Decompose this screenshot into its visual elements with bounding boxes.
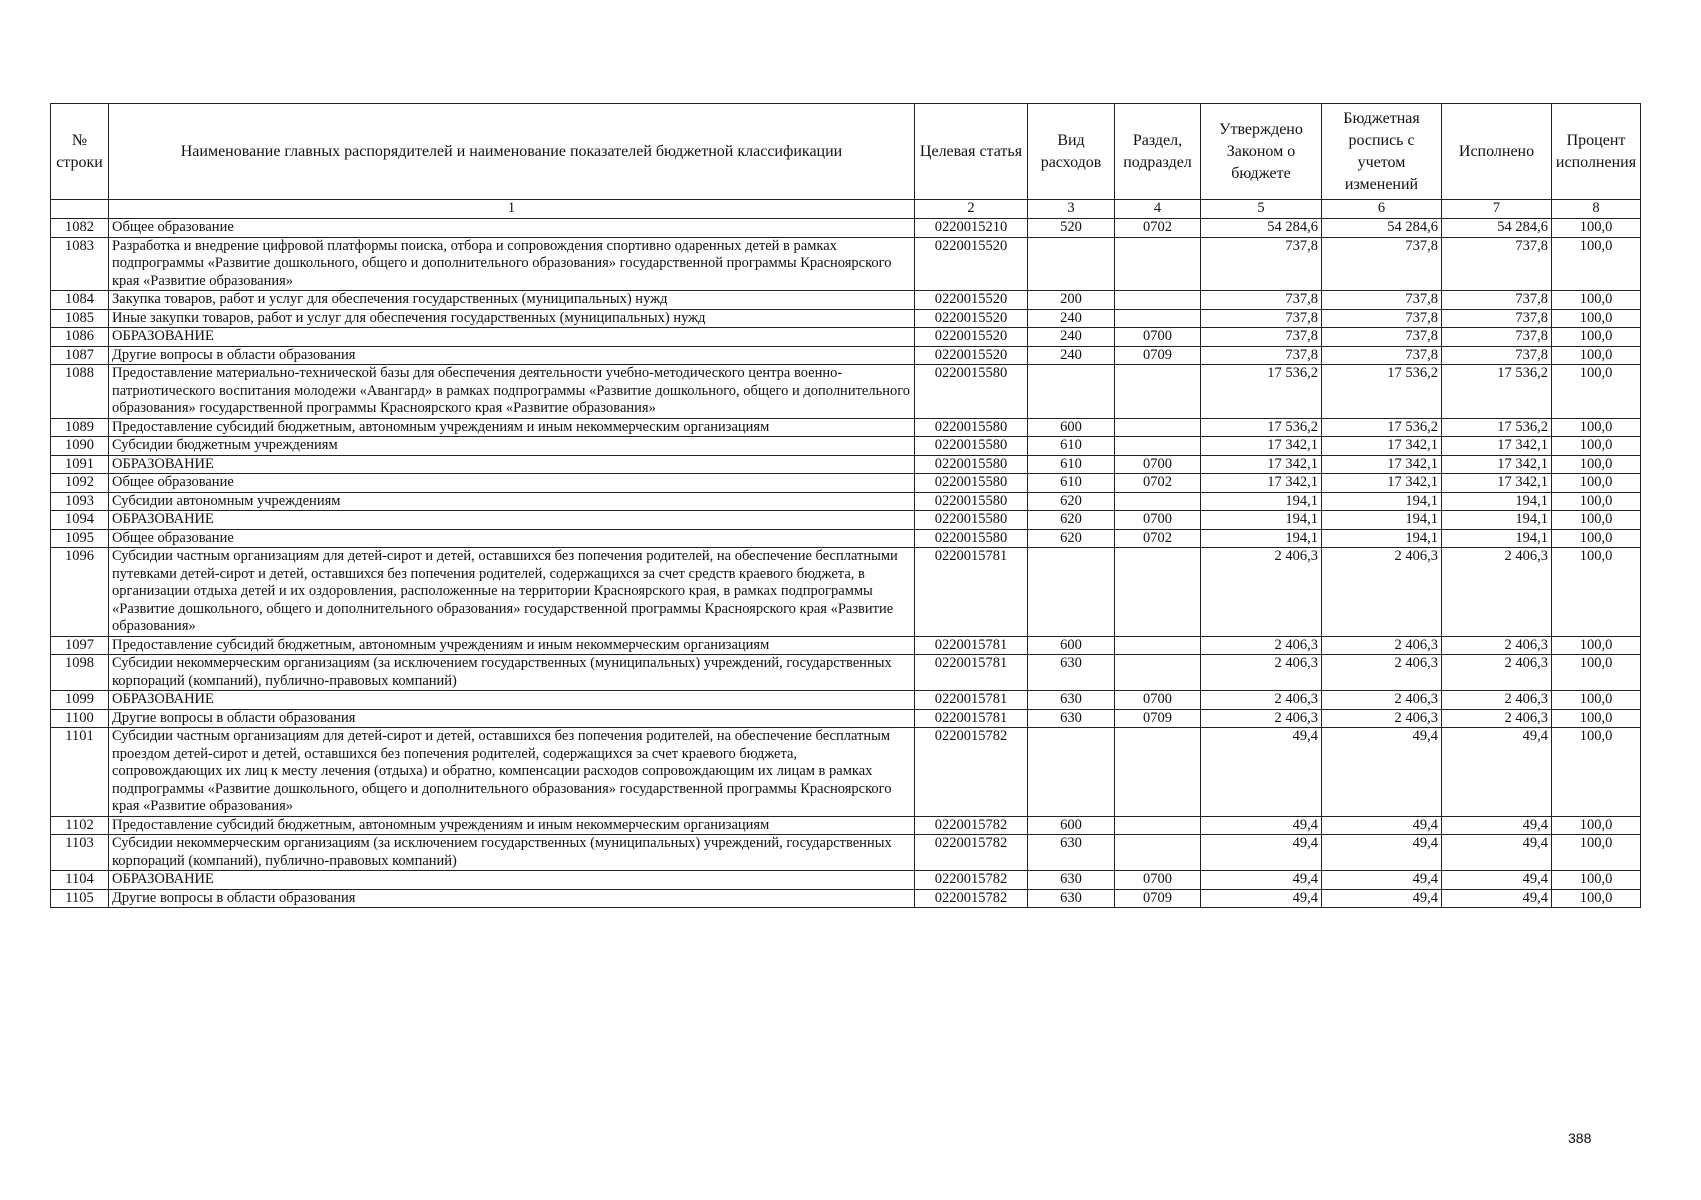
row-target-article: 0220015782 xyxy=(915,835,1028,871)
row-expense-kind: 630 xyxy=(1028,655,1115,691)
row-name: Предоставление субсидий бюджетным, автономным учреждениям и иным некоммерческим организациям xyxy=(109,816,915,835)
row-number: 1105 xyxy=(51,889,109,908)
row-percent: 100,0 xyxy=(1552,365,1641,419)
row-percent: 100,0 xyxy=(1552,309,1641,328)
row-target-article: 0220015580 xyxy=(915,474,1028,493)
row-number: 1093 xyxy=(51,492,109,511)
table-row xyxy=(51,835,1641,871)
row-budget-schedule: 2 406,3 xyxy=(1322,709,1442,728)
table-row xyxy=(51,346,1641,365)
row-section xyxy=(1115,418,1201,437)
header-approved: Утверждено Законом о бюджете xyxy=(1201,104,1322,200)
table-row xyxy=(51,291,1641,310)
table-row xyxy=(51,511,1641,530)
row-target-article: 0220015781 xyxy=(915,709,1028,728)
row-number: 1091 xyxy=(51,455,109,474)
row-percent: 100,0 xyxy=(1552,346,1641,365)
table-row xyxy=(51,636,1641,655)
row-section: 0700 xyxy=(1115,511,1201,530)
row-number: 1102 xyxy=(51,816,109,835)
column-number: 3 xyxy=(1028,200,1115,219)
row-percent: 100,0 xyxy=(1552,455,1641,474)
column-number-row xyxy=(51,200,1641,219)
row-executed: 2 406,3 xyxy=(1442,709,1552,728)
row-approved: 737,8 xyxy=(1201,237,1322,291)
row-approved: 194,1 xyxy=(1201,492,1322,511)
row-approved: 194,1 xyxy=(1201,511,1322,530)
column-number: 4 xyxy=(1115,200,1201,219)
table-row xyxy=(51,365,1641,419)
row-expense-kind: 630 xyxy=(1028,691,1115,710)
row-percent: 100,0 xyxy=(1552,219,1641,238)
table-row xyxy=(51,474,1641,493)
column-number: 2 xyxy=(915,200,1028,219)
row-section xyxy=(1115,291,1201,310)
header-executed: Исполнено xyxy=(1442,104,1552,200)
row-budget-schedule: 17 342,1 xyxy=(1322,474,1442,493)
row-executed: 2 406,3 xyxy=(1442,655,1552,691)
table-row xyxy=(51,492,1641,511)
row-section xyxy=(1115,816,1201,835)
row-expense-kind: 240 xyxy=(1028,346,1115,365)
row-target-article: 0220015580 xyxy=(915,437,1028,456)
row-section: 0709 xyxy=(1115,889,1201,908)
column-number: 7 xyxy=(1442,200,1552,219)
row-approved: 54 284,6 xyxy=(1201,219,1322,238)
row-budget-schedule: 17 536,2 xyxy=(1322,365,1442,419)
row-target-article: 0220015520 xyxy=(915,328,1028,347)
row-section xyxy=(1115,548,1201,637)
row-section: 0702 xyxy=(1115,474,1201,493)
row-budget-schedule: 2 406,3 xyxy=(1322,636,1442,655)
row-approved: 737,8 xyxy=(1201,309,1322,328)
row-approved: 49,4 xyxy=(1201,835,1322,871)
row-executed: 737,8 xyxy=(1442,309,1552,328)
row-section xyxy=(1115,636,1201,655)
row-number: 1083 xyxy=(51,237,109,291)
row-budget-schedule: 2 406,3 xyxy=(1322,655,1442,691)
row-expense-kind: 240 xyxy=(1028,328,1115,347)
row-target-article: 0220015782 xyxy=(915,889,1028,908)
row-approved: 49,4 xyxy=(1201,889,1322,908)
row-percent: 100,0 xyxy=(1552,511,1641,530)
row-percent: 100,0 xyxy=(1552,889,1641,908)
table-row xyxy=(51,437,1641,456)
table-row xyxy=(51,328,1641,347)
row-expense-kind: 630 xyxy=(1028,709,1115,728)
row-section xyxy=(1115,309,1201,328)
row-name: Другие вопросы в области образования xyxy=(109,709,915,728)
row-executed: 737,8 xyxy=(1442,346,1552,365)
row-section xyxy=(1115,655,1201,691)
row-approved: 194,1 xyxy=(1201,529,1322,548)
row-section xyxy=(1115,365,1201,419)
row-budget-schedule: 194,1 xyxy=(1322,492,1442,511)
row-percent: 100,0 xyxy=(1552,474,1641,493)
budget-execution-table xyxy=(50,103,1641,908)
header-target-article: Целевая статья xyxy=(915,104,1028,200)
row-expense-kind: 630 xyxy=(1028,889,1115,908)
row-executed: 17 536,2 xyxy=(1442,418,1552,437)
table-row xyxy=(51,529,1641,548)
row-budget-schedule: 17 536,2 xyxy=(1322,418,1442,437)
table-row xyxy=(51,655,1641,691)
row-percent: 100,0 xyxy=(1552,636,1641,655)
column-number: 5 xyxy=(1201,200,1322,219)
row-section xyxy=(1115,835,1201,871)
row-executed: 2 406,3 xyxy=(1442,548,1552,637)
row-target-article: 0220015781 xyxy=(915,655,1028,691)
row-name: Иные закупки товаров, работ и услуг для обеспечения государственных (муниципальных) нужд xyxy=(109,309,915,328)
row-approved: 2 406,3 xyxy=(1201,548,1322,637)
row-executed: 737,8 xyxy=(1442,291,1552,310)
page-number: 388 xyxy=(1568,1130,1592,1146)
table-header-row xyxy=(51,104,1641,200)
row-expense-kind: 620 xyxy=(1028,511,1115,530)
row-name: ОБРАЗОВАНИЕ xyxy=(109,871,915,890)
row-name: Другие вопросы в области образования xyxy=(109,889,915,908)
row-budget-schedule: 49,4 xyxy=(1322,835,1442,871)
row-executed: 49,4 xyxy=(1442,871,1552,890)
table-row xyxy=(51,455,1641,474)
row-budget-schedule: 737,8 xyxy=(1322,346,1442,365)
row-number: 1103 xyxy=(51,835,109,871)
row-expense-kind xyxy=(1028,365,1115,419)
row-number: 1092 xyxy=(51,474,109,493)
header-budget-schedule: Бюджетная роспись с учетом изменений xyxy=(1322,104,1442,200)
row-executed: 49,4 xyxy=(1442,816,1552,835)
row-percent: 100,0 xyxy=(1552,548,1641,637)
column-number: 1 xyxy=(109,200,915,219)
row-budget-schedule: 194,1 xyxy=(1322,511,1442,530)
row-section: 0702 xyxy=(1115,529,1201,548)
row-name: Субсидии частным организациям для детей-сирот и детей, оставшихся без попечения родителей, на обеспечение бесплатными путевками детей-сирот и детей, оставшихся без попечения родителей, содержащихся за счет средств краевого бюджета, в организации отдыха детей и их оздоровления, расположенные на территории Красноярского края, в рамках подпрограммы «Развитие дошкольного, общего и дополнительного образования» государственной программы Красноярского края «Развитие образования» xyxy=(109,548,915,637)
row-name: Субсидии бюджетным учреждениям xyxy=(109,437,915,456)
row-target-article: 0220015782 xyxy=(915,871,1028,890)
header-percent: Процент исполнения xyxy=(1552,104,1641,200)
row-approved: 17 342,1 xyxy=(1201,455,1322,474)
row-executed: 17 342,1 xyxy=(1442,437,1552,456)
row-expense-kind xyxy=(1028,728,1115,817)
row-budget-schedule: 49,4 xyxy=(1322,816,1442,835)
table-row xyxy=(51,309,1641,328)
row-expense-kind: 620 xyxy=(1028,529,1115,548)
table-row xyxy=(51,816,1641,835)
row-expense-kind: 200 xyxy=(1028,291,1115,310)
row-executed: 194,1 xyxy=(1442,529,1552,548)
row-section: 0709 xyxy=(1115,709,1201,728)
row-section: 0700 xyxy=(1115,871,1201,890)
row-budget-schedule: 17 342,1 xyxy=(1322,437,1442,456)
row-name: ОБРАЗОВАНИЕ xyxy=(109,511,915,530)
row-number: 1104 xyxy=(51,871,109,890)
row-number: 1089 xyxy=(51,418,109,437)
row-section xyxy=(1115,492,1201,511)
row-name: Субсидии некоммерческим организациям (за исключением государственных (муниципальных) учреждений, государственных корпораций (компаний), публично-правовых компаний) xyxy=(109,655,915,691)
row-executed: 17 536,2 xyxy=(1442,365,1552,419)
row-name: Предоставление субсидий бюджетным, автономным учреждениям и иным некоммерческим организациям xyxy=(109,418,915,437)
row-expense-kind xyxy=(1028,548,1115,637)
row-expense-kind: 600 xyxy=(1028,636,1115,655)
row-percent: 100,0 xyxy=(1552,728,1641,817)
column-number-empty xyxy=(51,200,109,219)
row-executed: 737,8 xyxy=(1442,237,1552,291)
row-number: 1086 xyxy=(51,328,109,347)
row-budget-schedule: 737,8 xyxy=(1322,309,1442,328)
row-number: 1085 xyxy=(51,309,109,328)
row-name: Закупка товаров, работ и услуг для обеспечения государственных (муниципальных) нужд xyxy=(109,291,915,310)
row-percent: 100,0 xyxy=(1552,709,1641,728)
row-approved: 17 342,1 xyxy=(1201,437,1322,456)
row-name: Предоставление материально-технической базы для обеспечения деятельности учебно-методического центра военно-патриотического воспитания молодежи «Авангард» в рамках подпрограммы «Развитие дошкольного, общего и дополнительного образования» государственной программы Красноярского края «Развитие образования» xyxy=(109,365,915,419)
row-target-article: 0220015782 xyxy=(915,816,1028,835)
row-approved: 2 406,3 xyxy=(1201,636,1322,655)
row-number: 1084 xyxy=(51,291,109,310)
row-percent: 100,0 xyxy=(1552,418,1641,437)
row-expense-kind: 600 xyxy=(1028,816,1115,835)
row-expense-kind: 610 xyxy=(1028,474,1115,493)
row-target-article: 0220015520 xyxy=(915,346,1028,365)
row-number: 1100 xyxy=(51,709,109,728)
row-name: Субсидии автономным учреждениям xyxy=(109,492,915,511)
row-percent: 100,0 xyxy=(1552,691,1641,710)
row-expense-kind: 600 xyxy=(1028,418,1115,437)
row-expense-kind: 620 xyxy=(1028,492,1115,511)
row-executed: 737,8 xyxy=(1442,328,1552,347)
row-percent: 100,0 xyxy=(1552,328,1641,347)
row-number: 1087 xyxy=(51,346,109,365)
row-target-article: 0220015580 xyxy=(915,418,1028,437)
row-budget-schedule: 17 342,1 xyxy=(1322,455,1442,474)
row-budget-schedule: 2 406,3 xyxy=(1322,548,1442,637)
row-budget-schedule: 49,4 xyxy=(1322,871,1442,890)
row-number: 1090 xyxy=(51,437,109,456)
table-row xyxy=(51,889,1641,908)
row-expense-kind: 610 xyxy=(1028,437,1115,456)
row-expense-kind: 610 xyxy=(1028,455,1115,474)
row-percent: 100,0 xyxy=(1552,655,1641,691)
row-target-article: 0220015580 xyxy=(915,529,1028,548)
row-budget-schedule: 737,8 xyxy=(1322,291,1442,310)
row-target-article: 0220015580 xyxy=(915,511,1028,530)
row-number: 1097 xyxy=(51,636,109,655)
header-row-number: № строки xyxy=(51,104,109,200)
row-section: 0700 xyxy=(1115,455,1201,474)
row-percent: 100,0 xyxy=(1552,816,1641,835)
row-expense-kind xyxy=(1028,237,1115,291)
row-section: 0702 xyxy=(1115,219,1201,238)
row-executed: 49,4 xyxy=(1442,728,1552,817)
row-executed: 194,1 xyxy=(1442,511,1552,530)
row-target-article: 0220015520 xyxy=(915,291,1028,310)
row-name: Субсидии частным организациям для детей-сирот и детей, оставшихся без попечения родителей, на обеспечение бесплатным проездом детей-сирот и детей, оставшихся без попечения родителей, содержащихся за счет краевого бюджета, сопровождающих их лиц к месту лечения (отдыха) и обратно, компенсации расходов сопровождающим их лицам в рамках подпрограммы «Развитие дошкольного, общего и дополнительного образования» государственной программы Красноярского края «Развитие образования» xyxy=(109,728,915,817)
row-executed: 17 342,1 xyxy=(1442,455,1552,474)
row-target-article: 0220015781 xyxy=(915,548,1028,637)
row-approved: 17 342,1 xyxy=(1201,474,1322,493)
row-number: 1095 xyxy=(51,529,109,548)
row-target-article: 0220015580 xyxy=(915,455,1028,474)
row-budget-schedule: 2 406,3 xyxy=(1322,691,1442,710)
row-target-article: 0220015580 xyxy=(915,365,1028,419)
row-target-article: 0220015782 xyxy=(915,728,1028,817)
row-executed: 54 284,6 xyxy=(1442,219,1552,238)
row-section: 0700 xyxy=(1115,328,1201,347)
header-name: Наименование главных распорядителей и наименование показателей бюджетной классификации xyxy=(109,104,915,200)
row-approved: 49,4 xyxy=(1201,816,1322,835)
row-name: Разработка и внедрение цифровой платформы поиска, отбора и сопровождения спортивно одаренных детей в рамках подпрограммы «Развитие дошкольного, общего и дополнительного образования» государственной программы Красноярского края «Развитие образования» xyxy=(109,237,915,291)
row-approved: 17 536,2 xyxy=(1201,418,1322,437)
table-row xyxy=(51,237,1641,291)
row-budget-schedule: 49,4 xyxy=(1322,889,1442,908)
column-number: 8 xyxy=(1552,200,1641,219)
row-name: ОБРАЗОВАНИЕ xyxy=(109,691,915,710)
row-section xyxy=(1115,728,1201,817)
row-name: Предоставление субсидий бюджетным, автономным учреждениям и иным некоммерческим организациям xyxy=(109,636,915,655)
row-approved: 49,4 xyxy=(1201,728,1322,817)
table-body xyxy=(51,219,1641,908)
row-expense-kind: 520 xyxy=(1028,219,1115,238)
row-approved: 17 536,2 xyxy=(1201,365,1322,419)
row-budget-schedule: 737,8 xyxy=(1322,237,1442,291)
header-section: Раздел, подраздел xyxy=(1115,104,1201,200)
row-executed: 17 342,1 xyxy=(1442,474,1552,493)
row-approved: 2 406,3 xyxy=(1201,655,1322,691)
row-name: ОБРАЗОВАНИЕ xyxy=(109,328,915,347)
row-section: 0709 xyxy=(1115,346,1201,365)
row-number: 1099 xyxy=(51,691,109,710)
row-target-article: 0220015520 xyxy=(915,309,1028,328)
table-row xyxy=(51,219,1641,238)
table-row xyxy=(51,728,1641,817)
table-row xyxy=(51,871,1641,890)
row-target-article: 0220015781 xyxy=(915,636,1028,655)
table-row xyxy=(51,548,1641,637)
row-name: Общее образование xyxy=(109,219,915,238)
row-budget-schedule: 194,1 xyxy=(1322,529,1442,548)
table-row xyxy=(51,691,1641,710)
row-executed: 49,4 xyxy=(1442,889,1552,908)
row-expense-kind: 630 xyxy=(1028,835,1115,871)
row-percent: 100,0 xyxy=(1552,871,1641,890)
row-percent: 100,0 xyxy=(1552,437,1641,456)
row-executed: 49,4 xyxy=(1442,835,1552,871)
budget-report-sheet xyxy=(50,103,1640,908)
row-name: Другие вопросы в области образования xyxy=(109,346,915,365)
row-number: 1098 xyxy=(51,655,109,691)
row-section xyxy=(1115,437,1201,456)
row-target-article: 0220015520 xyxy=(915,237,1028,291)
table-row xyxy=(51,709,1641,728)
row-executed: 2 406,3 xyxy=(1442,636,1552,655)
row-target-article: 0220015210 xyxy=(915,219,1028,238)
row-executed: 2 406,3 xyxy=(1442,691,1552,710)
row-percent: 100,0 xyxy=(1552,237,1641,291)
row-approved: 49,4 xyxy=(1201,871,1322,890)
row-percent: 100,0 xyxy=(1552,291,1641,310)
row-number: 1094 xyxy=(51,511,109,530)
row-executed: 194,1 xyxy=(1442,492,1552,511)
row-section xyxy=(1115,237,1201,291)
row-budget-schedule: 49,4 xyxy=(1322,728,1442,817)
row-number: 1088 xyxy=(51,365,109,419)
row-expense-kind: 240 xyxy=(1028,309,1115,328)
table-row xyxy=(51,418,1641,437)
row-name: Общее образование xyxy=(109,529,915,548)
row-name: ОБРАЗОВАНИЕ xyxy=(109,455,915,474)
row-name: Общее образование xyxy=(109,474,915,493)
row-approved: 737,8 xyxy=(1201,328,1322,347)
row-section: 0700 xyxy=(1115,691,1201,710)
row-number: 1082 xyxy=(51,219,109,238)
row-approved: 737,8 xyxy=(1201,291,1322,310)
row-percent: 100,0 xyxy=(1552,492,1641,511)
row-name: Субсидии некоммерческим организациям (за исключением государственных (муниципальных) учреждений, государственных корпораций (компаний), публично-правовых компаний) xyxy=(109,835,915,871)
header-expense-kind: Вид расходов xyxy=(1028,104,1115,200)
row-approved: 737,8 xyxy=(1201,346,1322,365)
row-number: 1096 xyxy=(51,548,109,637)
row-target-article: 0220015781 xyxy=(915,691,1028,710)
row-number: 1101 xyxy=(51,728,109,817)
row-percent: 100,0 xyxy=(1552,835,1641,871)
row-expense-kind: 630 xyxy=(1028,871,1115,890)
row-target-article: 0220015580 xyxy=(915,492,1028,511)
row-percent: 100,0 xyxy=(1552,529,1641,548)
row-budget-schedule: 54 284,6 xyxy=(1322,219,1442,238)
row-approved: 2 406,3 xyxy=(1201,709,1322,728)
column-number: 6 xyxy=(1322,200,1442,219)
row-budget-schedule: 737,8 xyxy=(1322,328,1442,347)
row-approved: 2 406,3 xyxy=(1201,691,1322,710)
